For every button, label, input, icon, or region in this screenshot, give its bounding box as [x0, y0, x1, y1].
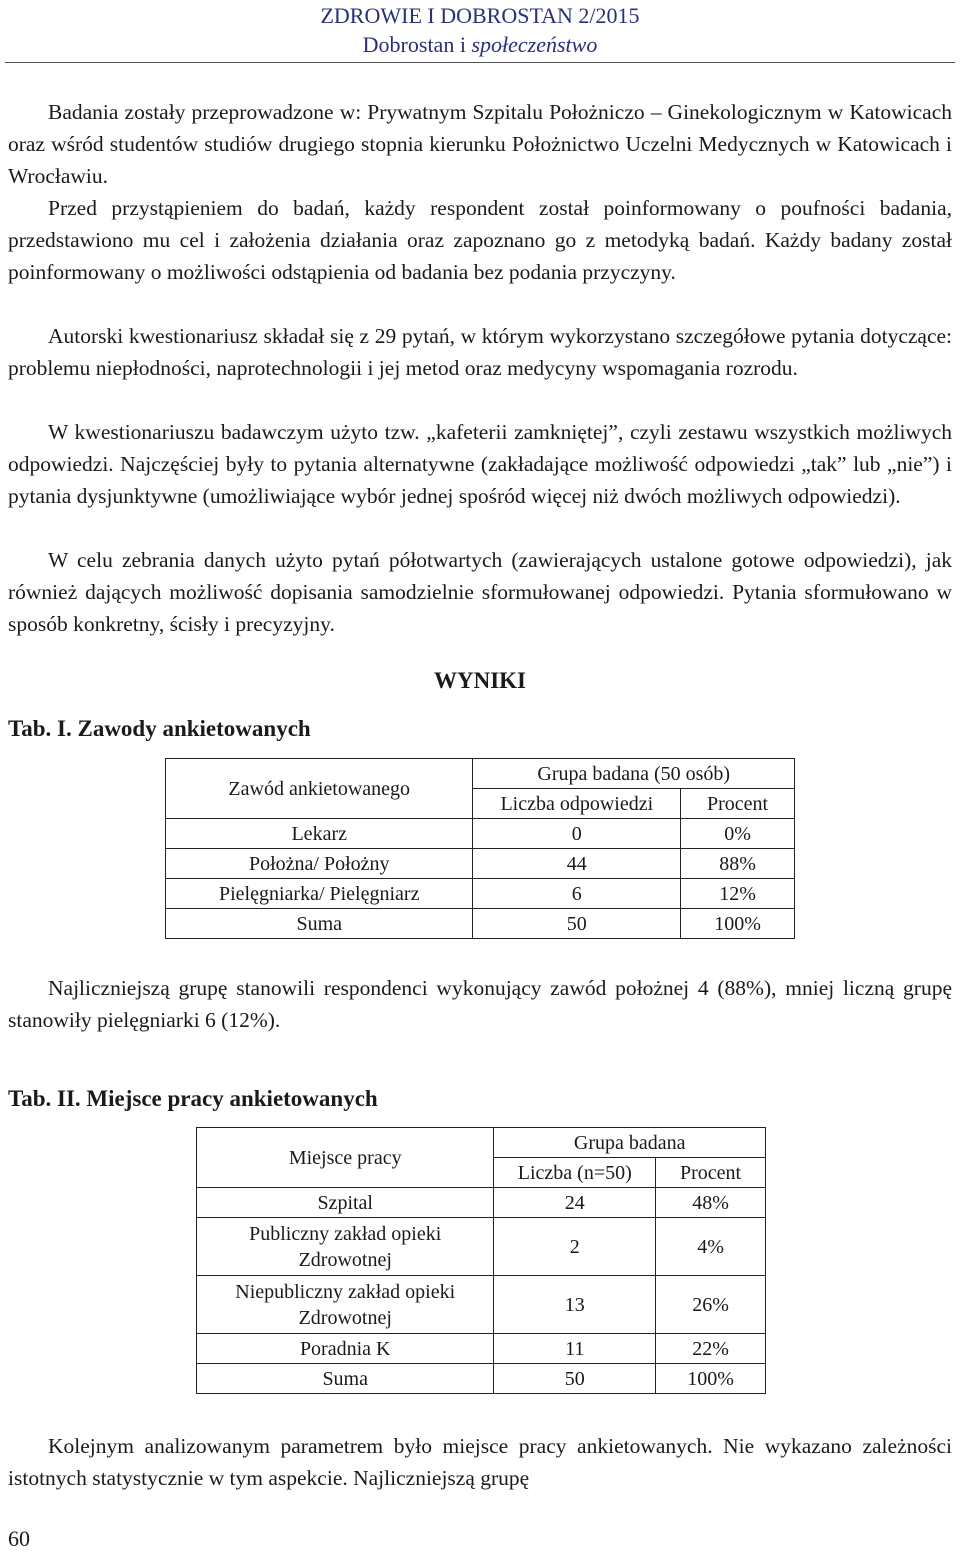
table2-cell-label-line1: Szpital [317, 1191, 373, 1214]
table2 [196, 1127, 766, 1394]
table2-cell-count: 13 [494, 1276, 656, 1334]
journal-title-smallcaps: DROWIE I DOBROSTAN [333, 3, 573, 28]
table2-cell-count: 11 [494, 1334, 656, 1364]
section-title-italic: społeczeństwo [471, 32, 598, 57]
paragraph-2: Przed przystąpieniem do badań, każdy respondent został poinformowany o poufności badania, przedstawiono mu cel i założenia działania oraz zapoznano go z metodyką badań. Każdy badany został poinformowany o możliwości odstąpienia od badania bez podania przyczyny. [8, 196, 952, 284]
header-rule [5, 62, 955, 63]
table2-cell-label [197, 1276, 494, 1334]
paragraph-after-table2: Kolejnym analizowanym parametrem było miejsce pracy ankietowanych. Nie wykazano zależności istotnych statystycznie w tym aspekcie. Najliczniejszą grupę [8, 1434, 952, 1490]
table1-cell-percent: 100% [681, 909, 795, 939]
table-row [166, 819, 795, 849]
journal-issue: 2/2015 [578, 3, 640, 28]
table2-cell-label [197, 1188, 494, 1218]
table2-group-header: Grupa badana [494, 1128, 766, 1158]
table1-cell-label: Pielęgniarka/ Pielęgniarz [166, 879, 473, 909]
paragraph-after-table1: Najliczniejszą grupę stanowili respondenci wykonujący zawód położnej 4 (88%), mniej liczną grupę stanowiły pielęgniarki 6 (12%). [8, 976, 952, 1032]
journal-title-initial: Z [320, 3, 334, 28]
table1-caption: Tab. I. Zawody ankietowanych [8, 716, 311, 741]
table1-cell-label: Suma [166, 909, 473, 939]
table1-cell-percent: 0% [681, 819, 795, 849]
table-row [197, 1188, 766, 1218]
paragraph-5: W celu zebrania danych użyto pytań półotwartych (zawierających ustalone gotowe odpowiedzi), jak również dających możliwość dopisania samodzielnie sformułowanej odpowiedzi. Pytania sformułowano w sposób konkretny, ścisły i precyzyjny. [8, 548, 952, 636]
table2-cell-percent: 26% [656, 1276, 766, 1334]
table2-cell-label-line1: Poradnia K [299, 1337, 391, 1360]
journal-title [0, 2, 960, 30]
table2-caption: Tab. II. Miejsce pracy ankietowanych [8, 1086, 378, 1111]
page-header [0, 0, 960, 60]
table2-cell-percent: 4% [656, 1218, 766, 1276]
table-row [166, 879, 795, 909]
table2-sub-count: Liczba (n=50) [494, 1158, 656, 1188]
table-row [197, 1218, 766, 1276]
section-title-plain: Dobrostan i [362, 32, 466, 57]
table1-col-header: Zawód ankietowanego [166, 759, 473, 819]
paragraph-3: Autorski kwestionariusz składał się z 29 pytań, w którym wykorzystano szczegółowe pytania dotyczące: problemu niepłodności, naprotechnologii i jej metod oraz medycyny wspomagania rozrodu. [8, 324, 952, 380]
table1-sub-percent: Procent [681, 789, 795, 819]
table1-cell-percent: 12% [681, 879, 795, 909]
results-heading: WYNIKI [433, 668, 526, 693]
table2-cell-label [197, 1364, 494, 1394]
paragraph-1: Badania zostały przeprowadzone w: Prywatnym Szpitalu Położniczo – Ginekologicznym w Katowicach oraz wśród studentów studiów drugiego stopnia kierunku Położnictwo Uczelni Medycznych w Katowicach i Wrocławiu. [8, 100, 952, 188]
table2-cell-percent: 48% [656, 1188, 766, 1218]
table1-cell-percent: 88% [681, 849, 795, 879]
table2-cell-label-line2: Zdrowotnej [298, 1248, 392, 1271]
table2-sub-percent: Procent [656, 1158, 766, 1188]
table1-cell-label: Lekarz [166, 819, 473, 849]
paragraph-4: W kwestionariuszu badawczym użyto tzw. „kafeterii zamkniętej”, czyli zestawu wszystkich możliwych odpowiedzi. Najczęściej były to pytania alternatywne (zakładające możliwość odpowiedzi „tak” lub „nie”) i pytania dysjunktywne (umożliwiające wybór jednej spośród więcej niż dwóch możliwych odpowiedzi). [8, 420, 952, 508]
table2-cell-count: 50 [494, 1364, 656, 1394]
section-title [0, 30, 960, 60]
table1-cell-count: 50 [473, 909, 681, 939]
page-number: 60 [8, 1526, 30, 1551]
table-row [197, 1276, 766, 1334]
table2-cell-count: 2 [494, 1218, 656, 1276]
table-row [166, 909, 795, 939]
table-row [197, 1364, 766, 1394]
table2-col-header: Miejsce pracy [197, 1128, 494, 1188]
table1-cell-count: 6 [473, 879, 681, 909]
table2-cell-label-line1: Niepubliczny zakład opieki [235, 1280, 456, 1303]
table1 [165, 758, 795, 939]
table2-cell-label-line1: Publiczny zakład opieki [249, 1222, 442, 1245]
table2-cell-percent: 22% [656, 1334, 766, 1364]
table2-cell-label [197, 1334, 494, 1364]
table1-group-header: Grupa badana (50 osób) [473, 759, 795, 789]
table1-cell-count: 0 [473, 819, 681, 849]
table1-cell-count: 44 [473, 849, 681, 879]
table2-cell-label [197, 1218, 494, 1276]
table2-cell-label-line2: Zdrowotnej [298, 1306, 392, 1329]
table-row [197, 1334, 766, 1364]
table2-cell-label-line1: Suma [322, 1367, 368, 1390]
table2-cell-count: 24 [494, 1188, 656, 1218]
table1-sub-count: Liczba odpowiedzi [473, 789, 681, 819]
table1-cell-label: Położna/ Położny [166, 849, 473, 879]
table2-cell-percent: 100% [656, 1364, 766, 1394]
table-row [166, 849, 795, 879]
